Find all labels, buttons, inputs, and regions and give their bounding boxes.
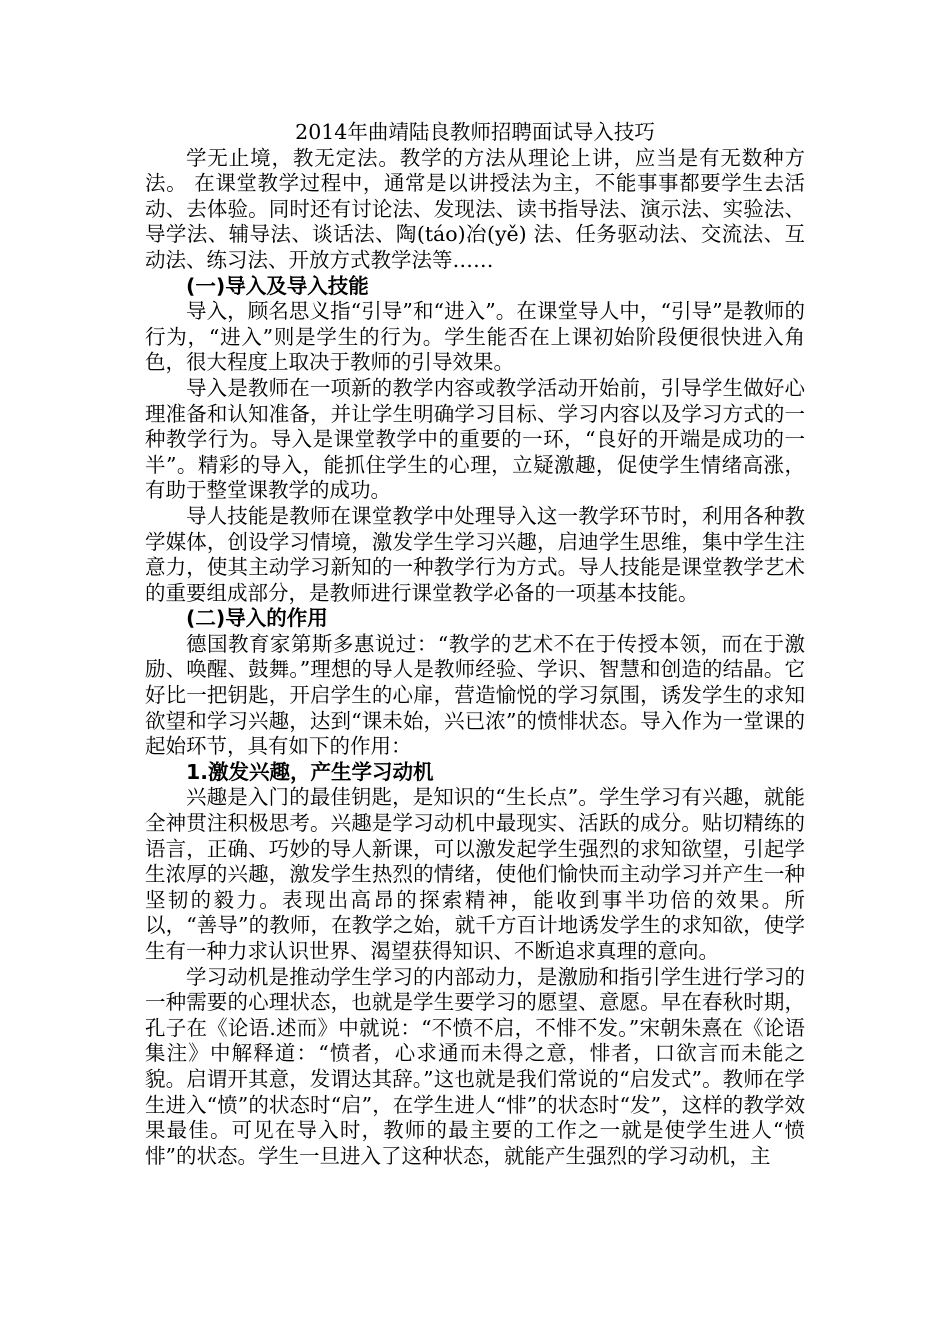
document-title: 2014年曲靖陆良教师招聘面试导入技巧 (295, 120, 655, 144)
section3-paragraph-2: 学习动机是推动学生学习的内部动力，是激励和指引学生进行学习的一种需要的心理状态，也就是学生要学习的愿望、意愿。早在春秋时期，孔子在《论语.述而》中就说：“不愤不启，不悱不发。”宋朝朱熹在《论语集注》中解释道：“愤者，心求通而未得之意，悱者，口欲言而未能之貌。启谓开其意，发谓达其辞。”这也就是我们常说的“启发式”。教师在学生进入“愤”的状态时“启”，在学生进人“悱”的状态时“发”，这样的教学效果最佳。可见在导入时，教师的最主要的工作之一就是使学生进人“愤悱”的状态。学生一旦进入了这种状态，就能产生强烈的学习动机，主 (145, 964, 805, 1168)
section1-paragraph-2: 导入是教师在一项新的教学内容或教学活动开始前，引导学生做好心理准备和认知准备，并让学生明确学习目标、学习内容以及学习方式的一种教学行为。导入是课堂教学中的重要的一环，“良好的开端是成功的一半”。精彩的导入，能抓住学生的心理，立疑激趣，促使学生情绪高涨，有助于整堂课教学的成功。 (145, 375, 805, 503)
section1-paragraph-1: 导入，顾名思义指“引导”和“进入”。在课堂导人中，“引导”是教师的行为，“进入”则是学生的行为。学生能否在上课初始阶段便很快进入角色，很大程度上取决于教师的引导效果。 (145, 299, 805, 375)
section-heading-2: (二)导入的作用 (186, 606, 328, 631)
section1-paragraph-3: 导人技能是教师在课堂教学中处理导入这一教学环节时，利用各种教学媒体，创设学习情境，激发学生学习兴趣，启迪学生思维，集中学生注意力，使其主动学习新知的一种教学行为方式。导人技能是课堂教学艺术的重要组成部分，是教师进行课堂教学必备的一项基本技能。 (145, 503, 805, 605)
section-heading-3: 1.激发兴趣，产生学习动机 (186, 759, 434, 784)
document-page (145, 120, 805, 1169)
section2-paragraph-1: 德国教育家第斯多惠说过：“教学的艺术不在于传授本领，而在于激励、唤醒、鼓舞。”理想的导人是教师经验、学识、智慧和创造的结晶。它好比一把钥匙，开启学生的心扉，营造愉悦的学习氛围，诱发学生的求知欲望和学习兴趣，达到“课未始，兴已浓”的愤悱状态。导入作为一堂课的起始环节，具有如下的作用： (145, 631, 805, 759)
section3-paragraph-1: 兴趣是入门的最佳钥匙，是知识的“生长点”。学生学习有兴趣，就能全神贯注积极思考。兴趣是学习动机中最现实、活跃的成分。贴切精练的语言，正确、巧妙的导人新课，可以激发起学生强烈的求知欲望，引起学生浓厚的兴趣，激发学生热烈的情绪，使他们愉快而主动学习并产生一种坚韧的毅力。表现出高昂的探索精神，能收到事半功倍的效果。所以，“善导”的教师，在教学之始，就千方百计地诱发学生的求知欲，使学生有一种力求认识世界、渴望获得知识、不断追求真理的意向。 (145, 785, 805, 963)
section-heading-1: (一)导入及导入技能 (186, 273, 369, 298)
intro-paragraph: 学无止境，教无定法。教学的方法从理论上讲，应当是有无数种方法。 在课堂教学过程中，通常是以讲授法为主，不能事事都要学生去活动、去体验。同时还有讨论法、发现法、读书指导法、演示法、实验法、导学法、辅导法、谈话法、陶(táo)冶(yě) 法、任务驱动法、交流法、互动法、练习法、开放方式教学法等…… (145, 145, 805, 272)
